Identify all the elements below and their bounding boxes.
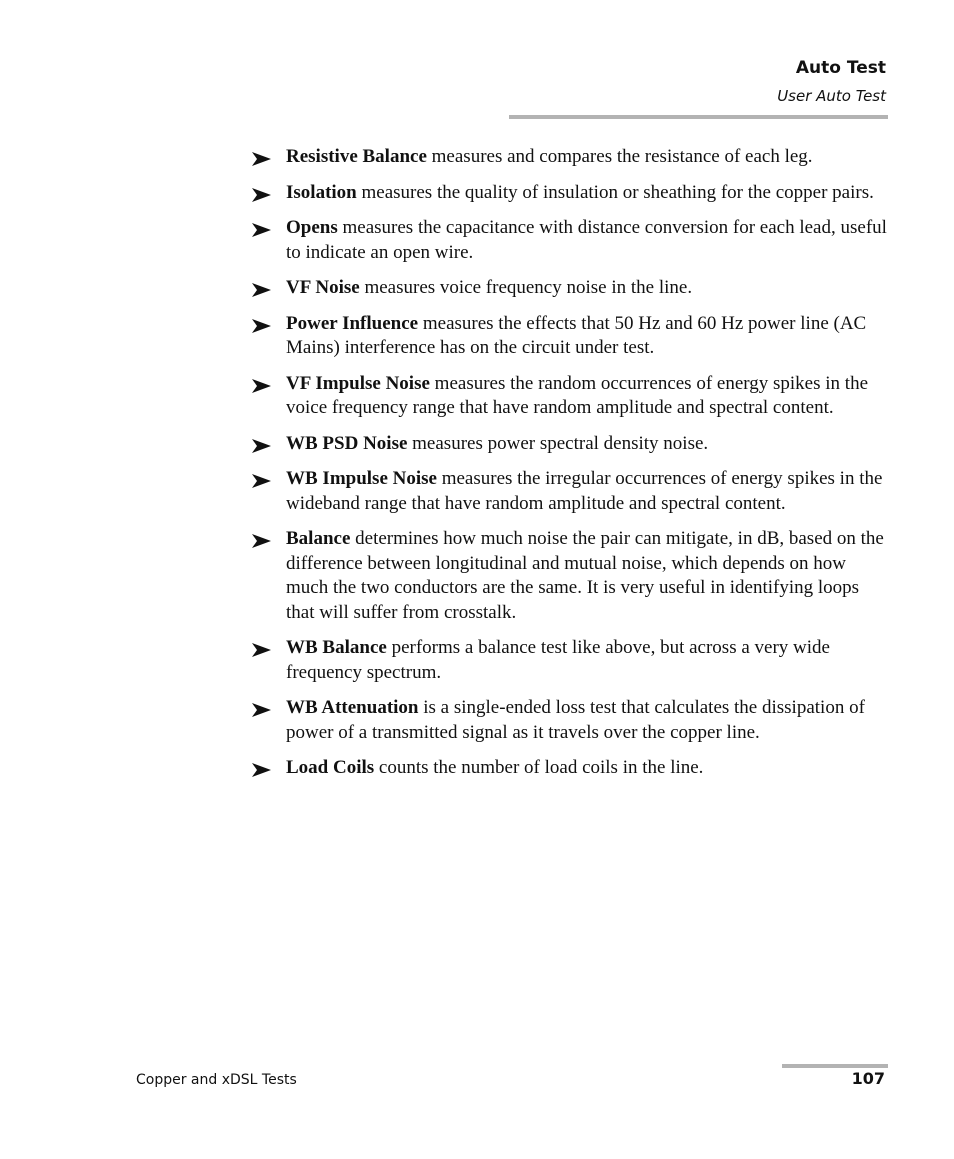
test-term: Balance	[286, 528, 351, 549]
arrowhead-bullet-icon	[251, 527, 271, 552]
list-item	[251, 467, 891, 516]
list-item	[251, 276, 891, 301]
test-description: measures the random occurrences of energy spikes in the voice frequency range that have random amplitude and spectral content.	[286, 372, 868, 418]
test-term: WB Impulse Noise	[286, 468, 437, 489]
header-divider	[509, 115, 888, 119]
page-number: 107	[851, 1069, 885, 1088]
arrowhead-bullet-icon	[251, 181, 271, 206]
test-description: is a single-ended loss test that calculates the dissipation of power of a transmitted signal as it travels over the copper line.	[286, 697, 865, 743]
footer-divider	[782, 1064, 888, 1068]
arrowhead-bullet-icon	[251, 145, 271, 170]
test-term: VF Noise	[286, 277, 360, 298]
test-description: measures the capacitance with distance conversion for each lead, useful to indicate an open wire.	[286, 217, 887, 263]
test-term: Load Coils	[286, 757, 375, 778]
test-term: Resistive Balance	[286, 146, 427, 167]
running-header	[777, 57, 886, 107]
test-term: WB Balance	[286, 637, 387, 658]
arrowhead-bullet-icon	[251, 756, 271, 781]
list-item	[251, 636, 891, 685]
section-subtitle: User Auto Test	[777, 87, 886, 105]
test-description: counts the number of load coils in the line.	[374, 757, 704, 778]
arrowhead-bullet-icon	[251, 312, 271, 337]
list-item	[251, 696, 891, 745]
list-item	[251, 145, 891, 170]
test-term: Opens	[286, 217, 338, 238]
test-description: measures and compares the resistance of each leg.	[426, 146, 813, 167]
test-description: measures the effects that 50 Hz and 60 Hz power line (AC Mains) interference has on the circuit under test.	[286, 312, 867, 358]
test-descriptions-list	[251, 145, 891, 781]
test-term: WB Attenuation	[286, 697, 419, 718]
list-item	[251, 372, 891, 421]
list-item	[251, 216, 891, 265]
arrowhead-bullet-icon	[251, 467, 271, 492]
test-description: performs a balance test like above, but across a very wide frequency spectrum.	[286, 637, 830, 683]
list-item	[251, 756, 891, 781]
arrowhead-bullet-icon	[251, 432, 271, 457]
test-term: WB PSD Noise	[286, 432, 408, 454]
list-item	[251, 432, 891, 457]
arrowhead-bullet-icon	[251, 276, 271, 301]
test-term: VF Impulse Noise	[286, 372, 430, 394]
list-item	[251, 181, 891, 206]
main-content	[251, 145, 891, 792]
test-description: determines how much noise the pair can mitigate, in dB, based on the difference between longitudinal and mutual noise, which depends on how much the two conductors are the same. It is very useful in identifying loops that will suffer from crosstalk.	[286, 528, 884, 623]
arrowhead-bullet-icon	[251, 216, 271, 241]
list-item	[251, 527, 891, 625]
test-description: measures power spectral density noise.	[407, 432, 709, 454]
arrowhead-bullet-icon	[251, 636, 271, 661]
test-description: measures the irregular occurrences of energy spikes in the wideband range that have random amplitude and spectral content.	[286, 468, 883, 514]
chapter-title: Auto Test	[795, 58, 886, 78]
arrowhead-bullet-icon	[251, 372, 271, 397]
test-term: Isolation	[286, 181, 357, 203]
arrowhead-bullet-icon	[251, 696, 271, 721]
test-description: measures voice frequency noise in the line.	[359, 277, 693, 298]
test-term: Power Influence	[286, 312, 419, 334]
list-item	[251, 312, 891, 361]
footer-section-name: Copper and xDSL Tests	[136, 1072, 297, 1088]
test-description: measures the quality of insulation or sheathing for the copper pairs.	[356, 181, 874, 203]
